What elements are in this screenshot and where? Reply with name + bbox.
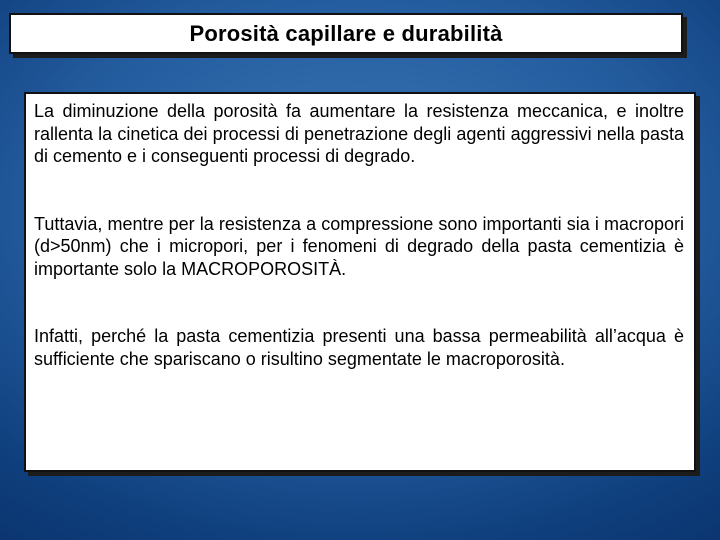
title-box (9, 13, 683, 54)
paragraph-permeability: Infatti, perché la pasta cementizia presenti una bassa permeabilità all’acqua è sufficiente che spariscano o risultino segmentate le macroporosità. (34, 326, 684, 369)
paragraph-porosity-strength: La diminuzione della porosità fa aumentare la resistenza meccanica, e inoltre rallenta la cinetica dei processi di penetrazione degli agenti aggressivi nella pasta di cemento e i conseguenti processi di degrado. (34, 101, 684, 166)
content-box (24, 92, 696, 472)
slide-title: Porosità capillare e durabilità (189, 20, 503, 46)
paragraph-macropores: Tuttavia, mentre per la resistenza a compressione sono importanti sia i macropori (d>50nm) che i micropori, per i fenomeni di degrado della pasta cementizia è importante solo la MACROPOROSITÀ. (34, 213, 684, 279)
